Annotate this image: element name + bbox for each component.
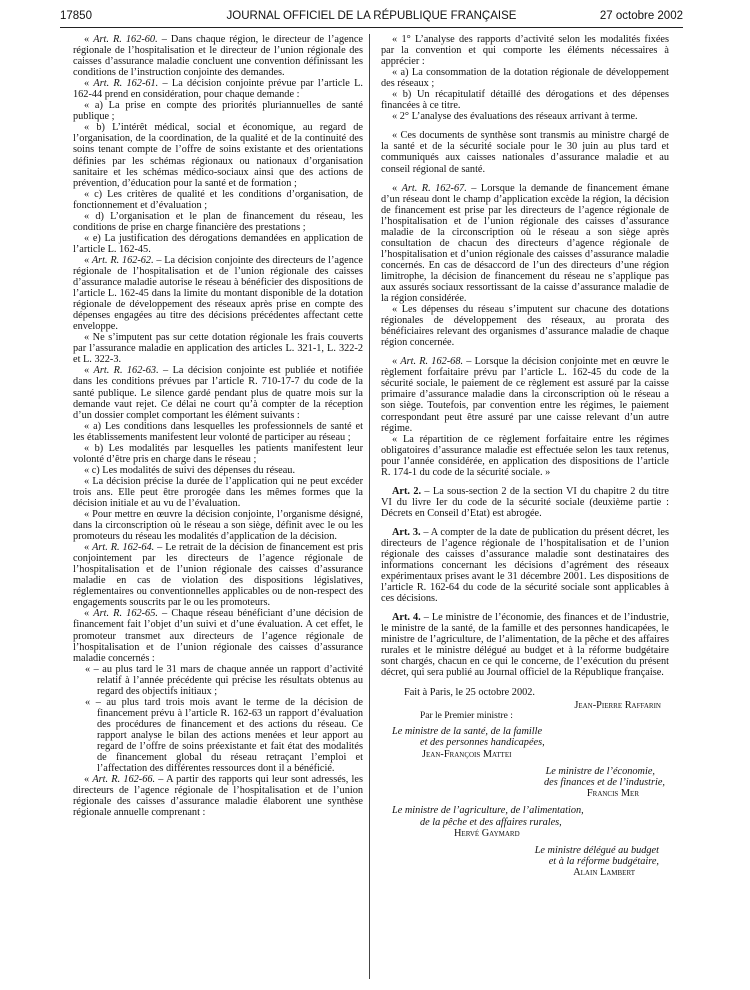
health-minister-title-2: et des personnes handicapées,	[420, 737, 545, 749]
article-reference: Art. R. 162-66.	[92, 774, 156, 786]
quote-mark: «	[84, 365, 94, 377]
paragraph	[73, 476, 363, 509]
page-number: 17850	[60, 10, 92, 22]
paragraph-text: – Le retrait de la décision de financement est pris conjointement par les directeurs de l’agence régionale de l’hospitalisation et de l’union régionale des caisses d’assurance maladie en cas de violation des dispositions législatives, réglementaires ou conventionnelles applicables ou de non-respect des engagements souscrits par le ou les promoteurs.	[73, 542, 363, 609]
economy-minister-name: Francis Mer	[586, 788, 639, 800]
quote-mark: «	[84, 608, 94, 620]
paragraph-text: « a) La prise en compte des priorités pluriannuelles de santé publique ;	[73, 100, 363, 123]
article-reference: Art. R. 162-64.	[92, 542, 155, 554]
paragraph-text: – La décision conjointe des directeurs de l’agence régionale de l’hospitalisation et de l’union régionale des caisses d’assurance maladie autorise le réseau à bénéficier des dispositions de l’article L. 162-45 dans la limite du montant disponible de la dotation régionale de développement des réseaux après prise en compte des dépenses engagées au titre des décisions précédentes affectant cette enveloppe.	[73, 254, 363, 333]
article-reference: Art. R. 162-61.	[93, 78, 159, 90]
paragraph-text: « d) L’organisation et le plan de financement du réseau, les conditions de prise en charge financière des prestations ;	[73, 210, 363, 233]
health-minister-title: Le ministre de la santé, de la famille	[392, 726, 543, 738]
quote-mark: «	[84, 78, 94, 90]
paragraph	[381, 486, 669, 519]
paragraph	[73, 664, 363, 697]
article-label: Art. 3.	[392, 526, 421, 538]
paragraph-text: – La décision conjointe est publiée et notifiée dans les conditions prévues par l’article R. 710-17-7 du code de la santé publique. Le silence gardé pendant plus de quatre mois sur la demande vaut rejet. Ce délai ne court qu’à compter de la réception d’un dossier complet comportant les élément suivants :	[73, 365, 363, 421]
quote-mark: «	[84, 542, 93, 554]
paragraph	[73, 78, 363, 100]
paragraph-text: « 2° L’analyse des évaluations des réseaux arrivant à terme.	[392, 111, 638, 123]
paragraph-text: – Le ministre de l’économie, des finances et de l’industrie, le ministre de la santé, de la famille et des personnes handicapées, le ministre de l’agriculture, de l’alimentation, de la pêche et des affaires rurales et le ministre délégué au budget et à la réforme budgétaire sont chargés, chacun en ce qui le concerne, de l’exécution du présent décret, qui sera publié au Journal officiel de la République française.	[381, 612, 669, 679]
paragraph-text: « c) Les critères de qualité et les conditions d’organisation, de fonctionnement et d’évaluation ;	[73, 188, 363, 211]
paragraph-text: « b) Un récapitulatif détaillé des dérogations et des dépenses financées à ce titre.	[381, 89, 669, 112]
journal-title: JOURNAL OFFICIEL DE LA RÉPUBLIQUE FRANÇAISE	[226, 10, 517, 22]
by-pm: Par le Premier ministre :	[420, 710, 513, 721]
paragraph	[73, 34, 363, 78]
paragraph	[73, 255, 363, 332]
paragraph-text: – La décision conjointe prévue par l’article L. 162-44 prend en considération, pour chaque demande :	[73, 78, 363, 101]
paragraph-text: « e) La justification des dérogations demandées en application de l’article L. 162-45.	[73, 232, 363, 255]
right-column-text	[381, 34, 669, 679]
paragraph-text: « – au plus tard le 31 mars de chaque année un rapport d’activité relatif à l’année précédente qui précise les résultats obtenus au regard des objectifs initiaux ;	[85, 663, 363, 697]
paragraph	[73, 211, 363, 233]
paragraph	[381, 356, 669, 433]
paragraph-text: – Lorsque la décision conjointe met en œuvre le règlement forfaitaire prévu par l’article L. 162-45 du code de la sécurité sociale, le paiement de ce règlement est assuré par la caisse primaire d’assurance maladie dans la circonscription où le réseau a son siège. Toutefois, par convention entre les régimes, le paiement correspondant peut être assuré par une caisse relevant d’un autre régime.	[381, 356, 669, 434]
paragraph-text: – Lorsque la demande de financement émane d’un réseau dont le champ d’application excède la région, la décision de financement est prise par les directeurs de l’agence régionale de l’hospitalisation et de l’union régionale des caisses d’assurance maladie de la circonscription où le réseau a son siège après consultation de chacun des directeurs d’agence régionale de l’hospitalisation et d’union régionale des caisses d’assurance maladie concernés. En cas de désaccord de l’un des directeurs d’une région limitrophe, la décision de financement du réseau ne s’applique pas aux assurés sociaux ressortissant de la caisse d’assurance maladie de la région considérée.	[381, 182, 669, 305]
budget-minister-title-2: et à la réforme budgétaire,	[548, 856, 659, 868]
quote-mark: «	[84, 34, 94, 45]
paragraph-text: « 1° L’analyse des rapports d’activité selon les modalités fixées par la convention et qui comporte les éléments nécessaires à apprécier :	[381, 34, 669, 68]
article-reference: Art. R. 162-68.	[400, 356, 464, 368]
article-reference: Art. R. 162-67.	[401, 182, 467, 194]
paragraph	[73, 542, 363, 608]
paragraph	[73, 421, 363, 443]
publication-date: 27 octobre 2002	[599, 10, 683, 22]
paragraph	[73, 233, 363, 255]
paragraph	[381, 527, 669, 604]
agriculture-minister-title-2: de la pêche et des affaires rurales,	[420, 816, 562, 828]
paragraph-text: « La décision précise la durée de l’application qui ne peut excéder trois ans. Elle peut être prorogée dans les mêmes formes que la décision initiale et au vu de l’évaluation.	[73, 475, 363, 509]
paragraph-text: « a) Les conditions dans lesquelles les professionnels de santé et les établissements manifestent leur volonté de participer au réseau ;	[73, 420, 363, 443]
article-label: Art. 4.	[392, 612, 421, 624]
budget-minister-name: Alain Lambert	[573, 867, 635, 879]
paragraph-text: « Ces documents de synthèse sont transmis au ministre chargé de la santé et de la sécurité sociale pour le 30 juin au plus tard et communiqués aux caisses nationales d’assurance maladie et au conseil régional de santé.	[381, 130, 669, 175]
paragraph	[381, 89, 669, 111]
economy-minister-title-2: des finances et de l’industrie,	[544, 776, 665, 788]
paragraph	[381, 304, 669, 348]
paragraph-text: « Les dépenses du réseau s’imputent sur chacune des dotations régionales de développement des réseaux, au prorata des bénéficiaires relevant des organismes d’assurance maladie de chaque région concernée.	[381, 304, 669, 349]
article-reference: Art. R. 162-63.	[93, 365, 159, 377]
pm-name: Jean-Pierre Raffarin	[574, 699, 661, 711]
agriculture-minister-name: Hervé Gaymard	[454, 827, 520, 839]
quote-mark: «	[84, 254, 92, 266]
paragraph-text: « Pour mettre en œuvre la décision conjointe, l’organisme désigné, dans la circonscription où le réseau a son siège, définit avec le ou les promoteurs du réseau les modalités d’application de la décision.	[73, 509, 363, 543]
paragraph	[73, 608, 363, 663]
paragraph-text: « – au plus tard trois mois avant le terme de la décision de financement prévu à l’article R. 162-63 un rapport d’évaluation des procédures de financement et des actions du réseau. Ce rapport analyse le bilan des actions menées et leur apport au regard de l’offre de soins préexistante et fait état des modalités de financement global du réseau retraçant l’emploi et l’affectation des différentes ressources dont il a bénéficié.	[85, 696, 363, 775]
page-header	[60, 10, 683, 26]
article-reference: Art. R. 162-65.	[93, 608, 158, 620]
paragraph-text: « La répartition de ce règlement forfaitaire entre les régimes obligatoires d’assurance maladie est effectuée selon les taux retenus, pour l’année considérée, en application des dispositions de l’article R. 174-1 du code de la sécurité sociale. »	[381, 433, 669, 478]
agriculture-minister-title: Le ministre de l’agriculture, de l’alimentation,	[392, 805, 584, 817]
article-reference: Art. R. 162-60.	[93, 34, 158, 45]
paragraph-text: « a) La consommation de la dotation régionale de développement des réseaux ;	[381, 67, 669, 90]
quote-mark: «	[392, 356, 401, 368]
article-label: Art. 2.	[392, 485, 422, 497]
paragraph	[73, 100, 363, 122]
paragraph-text: – Chaque réseau bénéficiant d’une décision de financement fait l’objet d’un suivi et d’une évaluation. A cet effet, le promoteur transmet aux directeurs de l’agence régionale de l’hospitalisation et de l’union régionale des caisses d’assurance maladie concernés :	[73, 608, 363, 664]
signature-block	[381, 687, 669, 879]
article-reference: Art. R. 162-62.	[91, 254, 154, 266]
right-column	[381, 34, 669, 979]
left-column	[73, 34, 363, 979]
paragraph	[381, 183, 669, 305]
paragraph	[73, 365, 363, 420]
health-minister-name: Jean-François Mattei	[422, 748, 512, 760]
paragraph-text: « c) Les modalités de suivi des dépenses du réseau.	[84, 464, 296, 476]
paragraph	[381, 434, 669, 478]
paragraph-text: – La sous-section 2 de la section VI du chapitre 2 du titre VI du livre Ier du code de la sécurité sociale (deuxième partie : Décrets en Conseil d’Etat) est abrogée.	[381, 485, 669, 519]
done-at: Fait à Paris, le 25 octobre 2002.	[404, 686, 535, 698]
paragraph	[73, 443, 363, 465]
paragraph	[73, 332, 363, 365]
paragraph	[381, 612, 669, 678]
paragraph	[381, 34, 669, 67]
paragraph	[73, 509, 363, 542]
economy-minister-title: Le ministre de l’économie,	[545, 765, 655, 777]
paragraph-text: « b) Les modalités par lesquelles les patients manifestent leur volonté d’être pris en charge dans le réseau ;	[73, 442, 363, 465]
paragraph	[381, 111, 669, 122]
paragraph-text: – A partir des rapports qui leur sont adressés, les directeurs de l’agence régionale de l’hospitalisation et de l’union régionale des caisses d’assurance maladie élaborent une synthèse régionale annuelle comprenant :	[73, 774, 363, 819]
header-rule	[60, 27, 683, 28]
paragraph-text: – A compter de la date de publication du présent décret, les directeurs de l’agence régionale de l’hospitalisation et de l’union régionale des caisses d’assurance maladie sont destinataires des informations concernant les décisions d’agrément des réseaux expérimentaux prises avant le 31 décembre 2001. Les dispositions de l’article R. 162-64 du code de la sécurité sociale sont applicables à ces décisions.	[381, 526, 669, 605]
budget-minister-title: Le ministre délégué au budget	[534, 844, 659, 856]
column-divider	[369, 34, 370, 979]
quote-mark: «	[392, 182, 402, 194]
paragraph	[73, 774, 363, 818]
paragraph	[73, 189, 363, 211]
paragraph-text: « Ne s’imputent pas sur cette dotation régionale les frais couverts par l’assurance maladie en application des articles L. 321-1, L. 322-2 et L. 322-3.	[73, 332, 363, 366]
paragraph	[73, 122, 363, 188]
paragraph	[73, 697, 363, 774]
paragraph	[381, 67, 669, 89]
paragraph	[381, 130, 669, 174]
paragraph-text: – Dans chaque région, le directeur de l’agence régionale de l’hospitalisation et le directeur de l’union régionale des caisses d’assurance maladie concluent une convention définissant les conditions de l’instruction conjointe des demandes.	[73, 34, 363, 79]
paragraph	[73, 465, 363, 476]
quote-mark: «	[84, 774, 93, 786]
paragraph-text: « b) L’intérêt médical, social et économique, au regard de l’organisation, de la coordination, de la qualité et de la continuité des soins tenant compte de l’offre de soins existante et des orientations définies par les schémas régionaux ou nationaux d’organisation sanitaire et les schémas médico-sociaux ainsi que des actions de prévention, d’éducation pour la santé et de formation ;	[73, 122, 363, 189]
